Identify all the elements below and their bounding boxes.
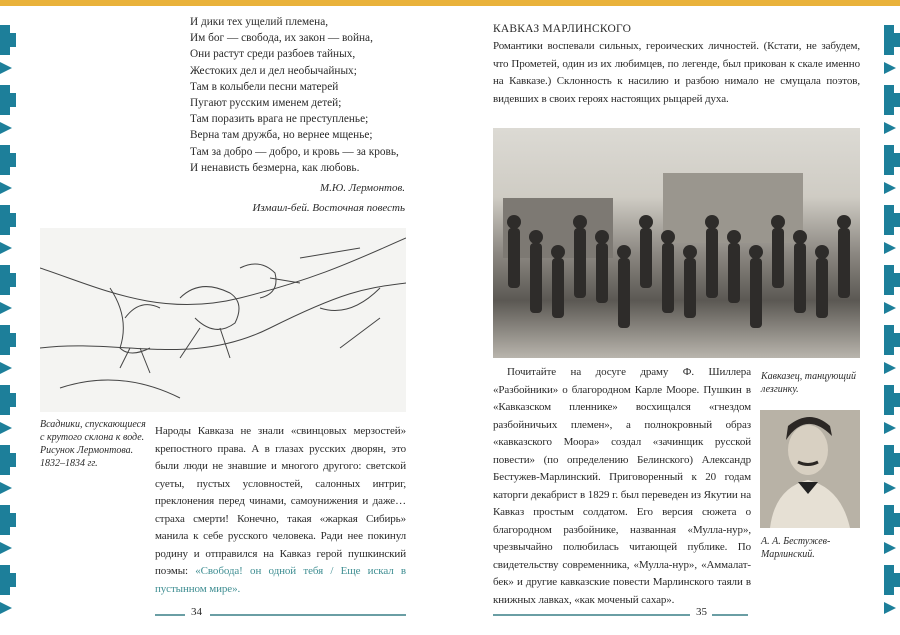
- ornament-shape: [0, 265, 16, 314]
- engraving-figure: [816, 258, 828, 318]
- ornament-shape: [0, 25, 16, 74]
- engraving-figure-head: [837, 215, 851, 229]
- ornament-shape: [884, 385, 900, 434]
- caucasian-dance-engraving: [493, 128, 860, 358]
- ornament-shape: [884, 505, 900, 554]
- engraving-figure: [596, 243, 608, 303]
- poem-line: Там поразить врага не преступленье;: [190, 113, 369, 126]
- engraving-figure-head: [683, 245, 697, 259]
- ornament-shape: [884, 565, 900, 614]
- ornament-shape: [0, 145, 16, 194]
- engraving-figure-head: [573, 215, 587, 229]
- engraving-figure: [662, 243, 674, 313]
- poem-attribution: [252, 178, 405, 218]
- attribution-author: М.Ю. Лермонтов.: [320, 182, 405, 194]
- poem-line: Верна там дружба, но вернее мщенье;: [190, 129, 373, 142]
- engraving-figure: [640, 228, 652, 288]
- engraving-figure-head: [617, 245, 631, 259]
- ornament-shape: [0, 565, 16, 614]
- engraving-figure: [728, 243, 740, 303]
- engraving-figure: [838, 228, 850, 298]
- engraving-figure: [618, 258, 630, 328]
- engraving-figure: [684, 258, 696, 318]
- intro-text: Романтики воспевали сильных, героических личностей. (Кстати, не забудем, что Прометей, один из их любимцев, по легенде, был прикован к скале именно на Кавказе.) Склонность к насилию и разбою нимало не смущала поэтов, видевших в своих героях настоящих рыцарей духа.: [493, 40, 860, 105]
- engraving-figure: [772, 228, 784, 288]
- engraving-figure: [574, 228, 586, 298]
- poem-epigraph: [190, 14, 399, 176]
- lermontov-sketch-image: [40, 228, 406, 412]
- ornament-shape: [884, 145, 900, 194]
- poem-line: Там в колыбели песни матерей: [190, 80, 339, 93]
- ornament-shape: [884, 265, 900, 314]
- engraving-figure: [508, 228, 520, 288]
- engraving-figure-head: [771, 215, 785, 229]
- right-ornament-border: [884, 20, 900, 620]
- left-ornament-border: [0, 20, 16, 620]
- page-number-left: 34: [191, 606, 202, 618]
- engraving-figure-head: [595, 230, 609, 244]
- section-heading: КАВКАЗ МАРЛИНСКОГО: [493, 23, 632, 35]
- engraving-figure-head: [749, 245, 763, 259]
- page-rule: [155, 614, 185, 616]
- page-rule: [493, 614, 690, 616]
- bestuzhev-portrait-image: [760, 410, 860, 528]
- engraving-figure-head: [793, 230, 807, 244]
- engraving-figure-head: [639, 215, 653, 229]
- engraving-figure-head: [705, 215, 719, 229]
- engraving-figure: [530, 243, 542, 313]
- ornament-shape: [884, 25, 900, 74]
- engraving-figure-head: [815, 245, 829, 259]
- portrait-caption: А. А. Бестужев-Марлинский.: [761, 536, 831, 560]
- ornament-shape: [0, 445, 16, 494]
- pushkin-quote: «Свобода! он одной тебя / Еще искал в пустынном мире».: [155, 565, 406, 595]
- ornament-shape: [0, 385, 16, 434]
- ornament-shape: [884, 445, 900, 494]
- poem-line: И ненависть безмерна, как любовь.: [190, 161, 360, 174]
- poem-line: Жестоких дел и дел необычайных;: [190, 64, 357, 77]
- engraving-figure: [794, 243, 806, 313]
- engraving-figure-head: [727, 230, 741, 244]
- left-body-text: [155, 423, 406, 598]
- right-body-text: Почитайте на досуге драму Ф. Шиллера «Разбойники» о благородном Карле Мооре. Пушкин в «Кавказском пленнике» восхищался «гнездом разбойничьих племен», а полнокровный образ «кавказского Моора» создал «зачинщик русской повести» (по определению Белинского) Александр Бестужев-Марлинский. Приговоренный к 20 годам каторги декабрист в 1829 г. был переведен из Якутии на Кавказ простым солдатом. Его версия сюжета о благородном разбойнике, названная «Мулла-нур», чрезвычайно полюбилась читающей публике. По свидетельству современника, «Мулла-нур», «Аммалат-бек» и другие кавказские повести Марлинского таяли в книжных лавках, «как моченый сахар».: [493, 366, 751, 606]
- poem-line: Там за добро — добро, и кровь — за кровь,: [190, 145, 399, 158]
- poem-line: Им бог — свобода, их закон — война,: [190, 32, 373, 45]
- poem-line: И дики тех ущелий племена,: [190, 16, 329, 28]
- body-paragraph: Народы Кавказа не знали «свинцовых мерзостей» крепостного права. А в глазах русских дворян, это были люди не знавшие и многого другого: светской суеты, пустых условностей, салонных интриг, преклонения перед чинами, самоунижения и даже… страха смерти! Конечно, такая «жаркая Сибирь» манила к себе русского человека. Ради нее покинул родину и отправился на Кавказ герой пушкинский поэмы:: [155, 425, 406, 577]
- engraving-figure: [552, 258, 564, 318]
- engraving-figure: [750, 258, 762, 328]
- sketch-caption: Всадники, спускающиеся с крутого склона к воде. Рисунок Лермонтова. 1832–1834 гг.: [40, 419, 146, 469]
- ornament-shape: [884, 205, 900, 254]
- engraving-figure-head: [507, 215, 521, 229]
- page-number-right: 35: [696, 606, 707, 618]
- poem-line: Пугают русским именем детей;: [190, 97, 342, 110]
- ornament-shape: [0, 505, 16, 554]
- ornament-shape: [0, 205, 16, 254]
- engraving-figure: [706, 228, 718, 298]
- engraving-figure-head: [529, 230, 543, 244]
- ornament-shape: [884, 85, 900, 134]
- engraving-caption: Кавказец, танцующий лезгинку.: [761, 371, 856, 395]
- ornament-shape: [884, 325, 900, 374]
- page-rule: [712, 614, 748, 616]
- ornament-shape: [0, 325, 16, 374]
- poem-line: Они растут среди разбоев тайных,: [190, 48, 356, 61]
- page-rule: [210, 614, 406, 616]
- engraving-figure-head: [551, 245, 565, 259]
- engraving-figure-head: [661, 230, 675, 244]
- attribution-work: Измаил-бей. Восточная повесть: [252, 202, 405, 214]
- ornament-shape: [0, 85, 16, 134]
- top-accent-bar: [0, 0, 900, 6]
